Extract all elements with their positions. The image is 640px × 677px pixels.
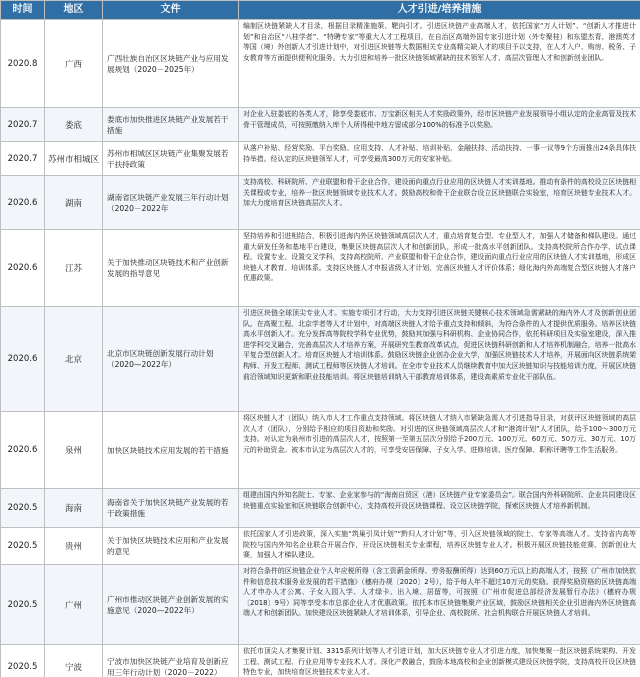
cell-region: 海南 <box>45 489 103 528</box>
cell-document: 关于加快区块链技术应用和产业发展的意见 <box>103 528 239 565</box>
header-region: 地区 <box>45 1 103 20</box>
cell-measures: 对符合条件的区块链企业个人年应税所得（含工资薪金所得、劳务报酬所得）达到60万元以上的高端人才，按照《广州市加快软件和信息技术服务业发展的若干措施》（穗府办规〔2020〕2号），给予每人年不超过10万元的奖励。获得奖励资格的区块链高端人才申办人才公寓、子女入园入学、人才绿卡、出入境、居留等，可按照《广州市促进总部经济发展暂行办法》（穗府办规〔2018〕9号）同等享受本市总部企业人才优惠政策。依托本市区块链集聚产业区域，鼓励区块链相关企业引进海内外区块链高端人才和创新团队。加快建设区块链紧缺人才培训体系，引导企业、高校院所、社会机构联合开展区块链人才培训。 <box>239 565 640 645</box>
table-row <box>1 142 640 176</box>
cell-document: 海南省关于加快区块链产业发展的若干政策措施 <box>103 489 239 528</box>
cell-measures: 引进区块链全球顶尖专业人才。实施专项引才行动，大力支持引进区块链关键核心技术领域急需紧缺的海内外人才及创新创业团队。在高聚工程、北京学者等人才计划中，对高端区块链人才给予重点支持和倾斜，为符合条件的人才提供优质服务。培养区块链高水平创新人才。充分发挥高等院校学科专业优势，鼓励其加强与科研机构、企业协同合作，依托科研项目及实验室建设，深入推进学科交叉融合，完善高层次人才培养方案，开展研究生教育改革试点，促进区块链科研创新和人才培养机制融合，培养一批高水平复合型创新人才。培育区块链人才培训体系。鼓励区块链企业创办企业大学，加强区块链技术人才培养，开展面向区块链系统架构师、开发工程师、测试工程师等区块链人才培训。在全市专业技术人员继续教育中加大区块链知识与技能培训力度，开展区块链前沿领域知识更新和职业技能培训。将区块链培训纳入干部教育培训体系，建设高素质专业化干部队伍。 <box>239 307 640 412</box>
cell-region: 苏州市相城区 <box>45 142 103 176</box>
cell-document: 北京市区块链创新发展行动计划（2020—2022年） <box>103 307 239 412</box>
cell-time: 2020.6 <box>1 230 45 307</box>
cell-measures: 对企业入驻娄底的各类人才，除享受娄底市、万宝新区相关人才奖励政策外，经市区块链产业发展领导小组认定的企业高管及技术骨干管理成员，可按照缴纳入库个人所得税中地方留成部分100%的标准予以奖励。 <box>239 108 640 142</box>
cell-document: 湖南省区块链产业发展三年行动计划（2020－2022年 <box>103 176 239 230</box>
cell-region: 泉州 <box>45 412 103 489</box>
cell-measures: 依托市顶尖人才集聚计划、3315系列计划等人才引进计划，加大区块链专业人才引进力度，加快集聚一批区块链系统架构、开发工程、测试工程、行业应用等专业技术人才。深化产教融合，鼓励本地高校和企业创新模式建设区块链学院，支持高校开设区块链特色专业，加快培育区块链技术专业人才。 <box>239 645 640 677</box>
cell-measures: 坚持培养和引进相结合，积极引进海内外区块链领域高层次人才，重点培育复合型、专业型人才，加强人才储备和梯队建设。通过重大研发任务和基地平台建设，集聚区块链高层次人才和创新团队，形成一批高水平创新团队。支持高校院所合作办学、试点课程、设置专业、设置交叉学科，支持高校院所、产业联盟和骨干企业合作，建设面向重点行业应用的区块链人才实训基地，形成区块链人才教育、培训体系。支持区块链人才申报省级人才计划，完善区块链人才评价体系；细化海内外高端复合型区块链人才落户优惠政策。 <box>239 230 640 307</box>
header-measures: 人才引进/培养措施 <box>239 1 640 20</box>
cell-measures: 支持高校、科研院所、产业联盟和骨干企业合作，建设面向重点行业应用的区块链人才实训基地。推动有条件的高校设立区块链相关课程或专业，培养一批区块链领域专业技术人才。鼓励高校和骨干企业联合设立区块链联合实验室，培育区块链专业技术人才。加大力度培育区块链高层次人才。 <box>239 176 640 230</box>
cell-region: 北京 <box>45 307 103 412</box>
table-row <box>1 108 640 142</box>
cell-time: 2020.6 <box>1 176 45 230</box>
cell-document: 关于加快推动区块链技术和产业创新发展的指导意见 <box>103 230 239 307</box>
cell-document: 广西壮族自治区区块链产业与应用发展规划（2020－2025年） <box>103 20 239 108</box>
cell-region: 宁波 <box>45 645 103 677</box>
cell-document: 宁波市加快区块链产业培育及创新应用三年行动计划（2020－2022） <box>103 645 239 677</box>
table-header-row <box>1 1 640 20</box>
cell-time: 2020.5 <box>1 489 45 528</box>
cell-region: 贵州 <box>45 528 103 565</box>
cell-time: 2020.6 <box>1 307 45 412</box>
header-document: 文件 <box>103 1 239 20</box>
cell-time: 2020.7 <box>1 108 45 142</box>
cell-measures: 依托国家人才引进政策，深入实施“筑巢引凤计划”“黔归人才计划”等，引入区块链领域的院士、专家等高端人才。支持省内高等院校与国内外知名企业联合开展合作，开设区块链相关专业课程，培养区块链专业人才。积极开展区块链技能竞赛、创新创业大赛，加强人才梯队建设。 <box>239 528 640 565</box>
cell-time: 2020.5 <box>1 565 45 645</box>
cell-region: 广州 <box>45 565 103 645</box>
header-time: 时间 <box>1 1 45 20</box>
cell-region: 江苏 <box>45 230 103 307</box>
cell-time: 2020.8 <box>1 20 45 108</box>
table-row <box>1 412 640 489</box>
table-row <box>1 645 640 677</box>
table-row <box>1 176 640 230</box>
cell-document: 娄底市加快推进区块链产业发展若干措施 <box>103 108 239 142</box>
table-row <box>1 230 640 307</box>
table-row <box>1 489 640 528</box>
cell-measures: 编制区块链紧缺人才目录，根据目录精准施策、靶向引才。引进区块链产业高端人才，依托国家“万人计划”、“创新人才推进计划”和自治区“八桂学者”、“特聘专家”等重大人才工程项目，在自治区高端外国专家引进计划（外专聚桂）和东盟杰青、港澳英才等国（境）外创新人才引进计划中，对引进区块链等大数据相关专业高精尖缺人才的项目予以支持，在人才入户、购房、税务、子女教育等方面提供便利化服务。大力引进和培养一批区块链领域紧缺的技术领军人才、高层次管理人才和创新创业团队。 <box>239 20 640 108</box>
cell-time: 2020.6 <box>1 412 45 489</box>
cell-time: 2020.7 <box>1 142 45 176</box>
cell-time: 2020.5 <box>1 528 45 565</box>
table-row <box>1 528 640 565</box>
cell-region: 娄底 <box>45 108 103 142</box>
cell-region: 广西 <box>45 20 103 108</box>
cell-region: 湖南 <box>45 176 103 230</box>
cell-measures: 组建由国内外知名院士、专家、企业家参与的“海南自贸区（港）区块链产业专家委员会”。联合国内外科研院所、企业共同建设区块链重点实验室和区块链联合创新中心，支持高校开设区块链课程、设立区块链学院，探索区块链人才培养新机制。 <box>239 489 640 528</box>
cell-document: 广州市推动区块链产业创新发展的实施意见（2020—2022年） <box>103 565 239 645</box>
cell-document: 苏州市相城区区块链产业集聚发展若干扶持政策 <box>103 142 239 176</box>
cell-time: 2020.5 <box>1 645 45 677</box>
cell-measures: 将区块链人才（团队）纳入市人才工作重点支持领域。将区块链人才纳入市紧缺急需人才引进指导目录，对获评区块链领域的高层次人才（团队），分别给予相应的项目资助和奖励。对引进的区块链领域高层次人才和“港湾计划”人才团队，给予100～300万元支持。对认定为泉州市引进的高层次人才，按照第一至第五层次分别给予200万元、100万元、60万元、50万元、30万元、10万元的补助资金。被本市认定为高层次人才的，可享受安居保障、子女入学、进修培训、医疗保障、职称评聘等工作生活服务。 <box>239 412 640 489</box>
cell-measures: 从落户补贴、经营奖励、平台奖励、应用支持、人才补贴、培训补贴、金融扶持、活动扶持、一事一议等9个方面推出24条具体扶持举措。经认定的区块链领军人才，可享受最高300万元的安家补贴。 <box>239 142 640 176</box>
cell-document: 加快区块链技术应用发展的若干措施 <box>103 412 239 489</box>
table-row <box>1 565 640 645</box>
table-row <box>1 307 640 412</box>
table-row <box>1 20 640 108</box>
